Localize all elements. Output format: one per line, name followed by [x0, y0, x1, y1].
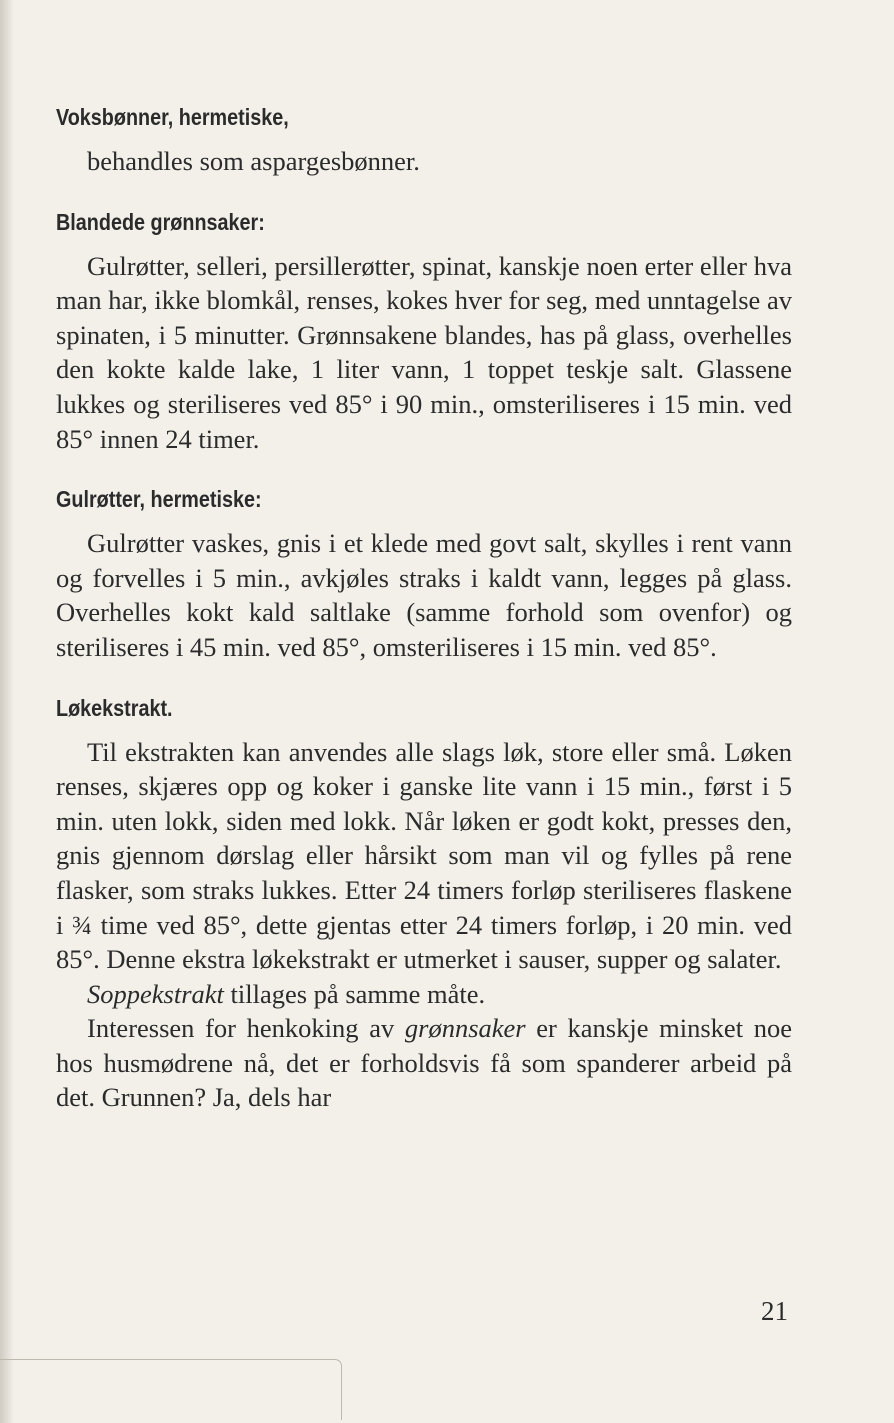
soppekstrakt-italic: Soppekstrakt [87, 978, 224, 1009]
section-heading: Løkekstrakt. [56, 694, 173, 721]
section-paragraph: Til ekstrakten kan anvendes alle slags løk, store eller små. Løken renses, skjæres opp og koker i ganske lite vann i 15 min., først i 5 min. uten lokk, siden med lokk. Når løken er godt kokt, presses den, gnis gjennom dørslag eller hårsikt som man vil og fylles på rene flasker, som straks lukkes. Etter 24 timers forløp steriliseres flaskene i ¾ time ved 85°, dette gjentas etter 24 timers forløp, i 20 min. ved 85°. Denne ekstra løkekstrakt er utmerket i sauser, supper og salater. [56, 736, 792, 975]
page-bottom-edge-line [0, 1359, 335, 1360]
section-heading: Gulrøtter, hermetiske: [56, 486, 262, 513]
section-paragraph: Gulrøtter, selleri, persillerøtter, spinat, kanskje noen erter eller hva man har, ikke blomkål, renses, kokes hver for seg, med unntagelse av spinaten, i 5 minutter. Grønnsakene blandes, has på glass, overhelles den kokte kalde lake, 1 liter vann, 1 toppet teskje salt. Glassene lukkes og steriliseres ved 85° i 90 min., omsteriliseres i 15 min. ved 85° innen 24 timer. [56, 250, 792, 454]
soppekstrakt-text: tillages på samme måte. [223, 978, 486, 1009]
closing-italic-word: grønnsaker [404, 1013, 526, 1044]
section-heading: Blandede grønnsaker: [56, 208, 265, 235]
closing-text-start: Interessen for henkoking av [87, 1013, 405, 1044]
section-lokekstrakt [56, 691, 792, 1116]
closing-paragraph [56, 1011, 792, 1115]
section-paragraph: behandles som aspargesbønner. [87, 146, 420, 176]
section-blandede-gronnsaker [56, 205, 792, 457]
section-heading: Voksbønner, hermetiske, [56, 104, 289, 130]
section-paragraph: Gulrøtter vaskes, gnis i et klede med govt salt, skylles i rent vann og forvelles i 5 min., avkjøles straks i kaldt vann, legges på glass. Overhelles kokt kald saltlake (samme forhold som ovenfor) og steriliseres i 45 min. ved 85°, omsteriliseres i 15 min. ved 85°. [56, 528, 792, 662]
soppekstrakt-paragraph [56, 977, 792, 1012]
page-number: 21 [761, 1296, 788, 1326]
section-voksbonner [56, 100, 792, 179]
section-gulrotter [56, 482, 792, 664]
closing-text-end: er kanskje minsket noe hos husmødrene nå, det er forholdsvis få som spanderer arbeid på det. Grunnen? Ja, dels har [56, 1013, 792, 1113]
book-page-body [56, 100, 792, 1115]
page-bottom-tab [335, 1359, 342, 1420]
page-spine-shadow [0, 0, 14, 1423]
